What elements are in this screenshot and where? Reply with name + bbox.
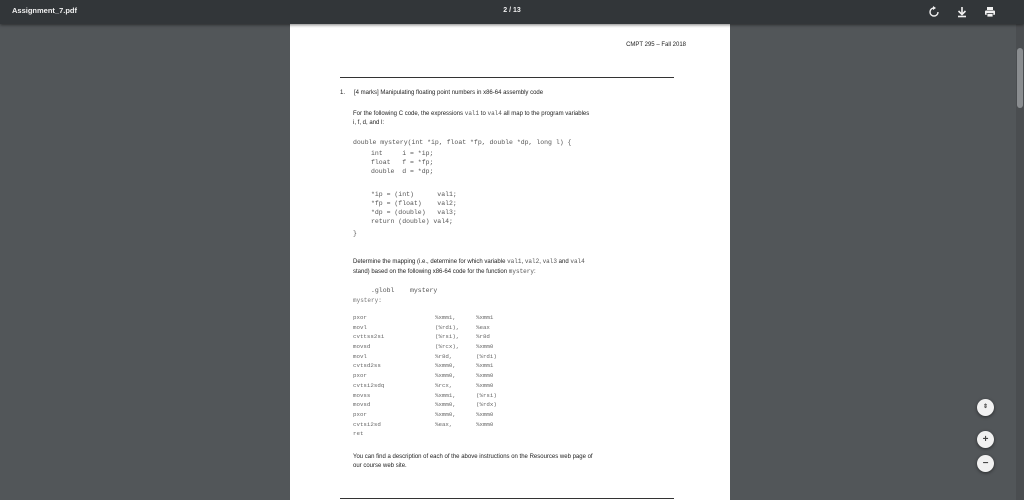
pdf-toolbar bbox=[0, 0, 1024, 24]
scrollbar[interactable] bbox=[1016, 24, 1024, 500]
asm-instruction: movsd bbox=[353, 401, 371, 409]
asm-instruction: pxor bbox=[353, 410, 367, 418]
question-title: [4 marks] Manipulating floating point numbers in x86-64 assembly code bbox=[354, 90, 544, 96]
asm-instruction: cvtsi2sd bbox=[353, 420, 381, 428]
c-decl-int: int i = *ip; bbox=[371, 150, 434, 157]
asm-operand-dst: %eax bbox=[476, 323, 490, 331]
scrollbar-thumb[interactable] bbox=[1017, 48, 1023, 108]
asm-operand-src: %xmm0, bbox=[435, 401, 456, 409]
asm-instruction: ret bbox=[353, 430, 364, 438]
asm-operand-src: %rcx, bbox=[435, 381, 453, 389]
zoom-in-button[interactable]: + bbox=[977, 431, 994, 448]
asm-instruction: movsd bbox=[353, 343, 371, 351]
asm-operand-src: (%rcx), bbox=[435, 343, 460, 351]
task-line-1: Determine the mapping (i.e., determine for which variable val1, val2, val3 and val4 bbox=[353, 258, 585, 265]
c-close-brace: } bbox=[353, 230, 357, 237]
asm-operand-src: %eax, bbox=[435, 420, 453, 428]
asm-globl: .globl mystery bbox=[371, 287, 438, 294]
asm-operand-dst: (%rdx) bbox=[476, 401, 497, 409]
footer-rule bbox=[340, 498, 674, 499]
asm-operand-dst: (%rdi) bbox=[476, 352, 497, 360]
footer-paragraph bbox=[353, 453, 683, 471]
asm-operand-dst: %xmm1 bbox=[476, 314, 494, 321]
c-assign-fp: *fp = (float) val2; bbox=[371, 200, 457, 207]
asm-operand-dst: %xmm1 bbox=[476, 362, 494, 370]
footer-line-1: You can find a description of each of the above instructions on the Resources web page of bbox=[353, 454, 593, 460]
c-decl-float: float f = *fp; bbox=[371, 159, 434, 166]
asm-instruction: cvttss2si bbox=[353, 333, 385, 341]
c-return: return (double) val4; bbox=[371, 218, 453, 225]
asm-operand-dst: (%rsi) bbox=[476, 391, 497, 399]
asm-instruction: movl bbox=[353, 352, 367, 360]
footer-line-2: our course web site. bbox=[353, 463, 407, 469]
pdf-page bbox=[290, 24, 730, 500]
c-signature: double mystery(int *ip, float *fp, double *dp, long l) { bbox=[353, 139, 572, 146]
c-assign-dp: *dp = (double) val3; bbox=[371, 209, 457, 216]
intro-line-2: i, f, d, and l: bbox=[353, 120, 385, 126]
asm-operand-src: %xmm0, bbox=[435, 410, 456, 418]
c-assign-ip: *ip = (int) val1; bbox=[371, 191, 457, 198]
asm-operand-dst: %xmm0 bbox=[476, 410, 494, 418]
zoom-out-button[interactable]: − bbox=[977, 455, 994, 472]
asm-operand-src: %xmm0, bbox=[435, 372, 456, 380]
page-indicator: 2 / 13 bbox=[503, 7, 521, 14]
rotate-icon[interactable] bbox=[927, 5, 941, 19]
asm-operand-src: %r8d, bbox=[435, 352, 453, 360]
download-icon[interactable] bbox=[955, 5, 969, 19]
asm-operand-dst: %xmm0 bbox=[476, 343, 494, 351]
print-icon[interactable] bbox=[983, 5, 997, 19]
asm-instruction: cvtsd2ss bbox=[353, 362, 381, 370]
asm-operand-src: (%rsi), bbox=[435, 333, 460, 341]
asm-instruction: movss bbox=[353, 391, 371, 399]
asm-instruction: cvtsi2sdq bbox=[353, 381, 385, 389]
asm-operand-dst: %r8d bbox=[476, 333, 490, 341]
asm-instruction: pxor bbox=[353, 372, 367, 380]
task-paragraph bbox=[353, 257, 683, 277]
asm-instruction: pxor bbox=[353, 314, 367, 321]
page-header: CMPT 295 – Fall 2018 bbox=[626, 42, 686, 48]
question-number: 1. bbox=[340, 90, 346, 96]
asm-instruction: movl bbox=[353, 323, 367, 331]
asm-operand-src: (%rdi), bbox=[435, 323, 460, 331]
asm-operand-src: %xmm1, bbox=[435, 391, 456, 399]
fit-to-page-button[interactable]: ⇕ bbox=[977, 399, 994, 416]
intro-paragraph bbox=[353, 109, 683, 128]
task-line-2: stand) based on the following x86-64 code for the function mystery: bbox=[353, 268, 536, 275]
intro-line-1: For the following C code, the expressions val1 to val4 all map to the program variables bbox=[353, 110, 590, 117]
c-decl-double: double d = *dp; bbox=[371, 168, 434, 175]
header-rule bbox=[340, 77, 674, 78]
asm-operand-dst: %xmm0 bbox=[476, 372, 494, 380]
asm-operand-src: %xmm1, bbox=[435, 314, 456, 321]
asm-operand-src: %xmm0, bbox=[435, 362, 456, 370]
question-heading bbox=[340, 90, 543, 96]
asm-label: mystery: bbox=[353, 297, 382, 304]
asm-operand-dst: %xmm0 bbox=[476, 381, 494, 389]
file-name: Assignment_7.pdf bbox=[12, 6, 78, 15]
asm-operand-dst: %xmm0 bbox=[476, 420, 494, 428]
